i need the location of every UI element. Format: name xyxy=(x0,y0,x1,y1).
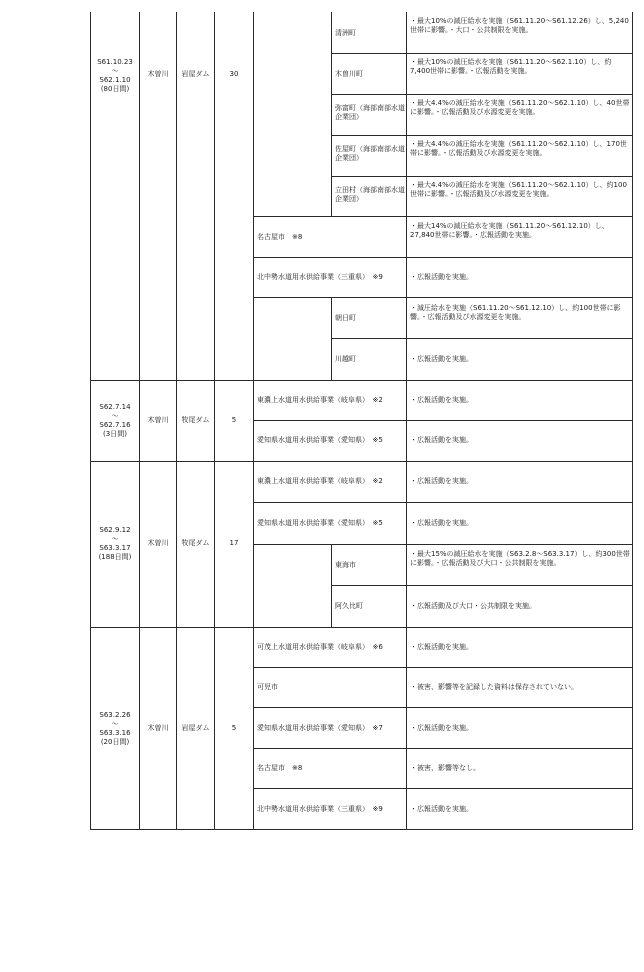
river-name: 木曽川 xyxy=(147,539,169,547)
period-tilde: 〜 xyxy=(111,412,119,420)
sub-user: 阿久比町 xyxy=(335,602,363,610)
impact-text: ・最大14%の減圧給水を実施（S61.11.20〜S61.12.10）し、27,840世帯に影響。・広報活動を実施。 xyxy=(410,222,609,239)
period-start: S61.10.23 xyxy=(97,58,133,66)
impact-text: ・最大15%の減圧給水を実施（S63.2.8〜S63.3.17）し、約300世帯に影響。・広報活動及び大口・公共制限を実施。 xyxy=(410,550,630,567)
period-end: S62.7.16 xyxy=(99,421,131,429)
sub-user: 佐屋町（海部南部水道企業団） xyxy=(335,145,405,162)
period-days: (3日間) xyxy=(103,430,127,438)
water-user: 愛知県水道用水供給事業（愛知県） ※5 xyxy=(257,519,383,527)
river-name: 木曽川 xyxy=(147,724,169,732)
period-days: (188日間) xyxy=(98,553,132,561)
dam-name: 牧尾ダム xyxy=(181,539,210,547)
restriction-rate: 30 xyxy=(229,70,239,78)
impact-text: ・最大4.4%の減圧給水を実施（S61.11.20〜S62.1.10）し、40世帯に影響。・広報活動及び水源変更を実施。 xyxy=(410,99,630,116)
impact-text: ・広報活動及び大口・公共制限を実施。 xyxy=(410,602,536,610)
impact-text: ・広報活動を実施。 xyxy=(410,273,473,281)
impact-text: ・広報活動を実施。 xyxy=(410,477,473,485)
dam-name: 岩屋ダム xyxy=(181,724,210,732)
dam-name: 牧尾ダム xyxy=(181,416,210,424)
water-user: 名古屋市 ※8 xyxy=(257,764,303,772)
restriction-rate: 5 xyxy=(231,416,237,424)
impact-text: ・広報活動を実施。 xyxy=(410,805,473,813)
sub-user: 弥富町（海部南部水道企業団） xyxy=(335,104,405,121)
dam-name: 岩屋ダム xyxy=(181,70,210,78)
impact-text: ・広報活動を実施。 xyxy=(410,519,473,527)
impact-text: ・最大4.4%の減圧給水を実施（S61.11.20〜S62.1.10）し、約100世帯に影響。・広報活動及び水源変更を実施。 xyxy=(410,181,627,198)
restriction-rate: 5 xyxy=(231,724,237,732)
water-user: 可茂上水道用水供給事業（岐阜県） ※6 xyxy=(257,643,383,651)
impact-text: ・広報活動を実施。 xyxy=(410,643,473,651)
sub-user: 木曽川町 xyxy=(335,70,363,78)
impact-text: ・被害、影響等を記録した資料は保存されていない。 xyxy=(410,683,578,691)
period-days: (80日間) xyxy=(100,85,130,93)
restriction-rate: 17 xyxy=(229,539,239,547)
period-tilde: 〜 xyxy=(111,67,119,75)
period-days: (20日間) xyxy=(100,738,130,746)
river-name: 木曽川 xyxy=(147,70,169,78)
period-end: S63.3.16 xyxy=(99,729,131,737)
period-tilde: 〜 xyxy=(111,720,119,728)
period-end: S63.3.17 xyxy=(99,544,131,552)
impact-text: ・広報活動を実施。 xyxy=(410,396,473,404)
sub-user: 川越町 xyxy=(335,355,356,363)
period-end: S62.1.10 xyxy=(99,76,131,84)
period-tilde: 〜 xyxy=(111,535,119,543)
impact-text: ・被害、影響等なし。 xyxy=(410,764,480,772)
period-start: S62.7.14 xyxy=(99,403,131,411)
sub-user: 東海市 xyxy=(335,561,356,569)
water-user: 東濃上水道用水供給事業（岐阜県） ※2 xyxy=(257,396,383,404)
river-name: 木曽川 xyxy=(147,416,169,424)
sub-user: 朝日町 xyxy=(335,314,356,322)
sub-user: 清洲町 xyxy=(335,29,356,37)
impact-text: ・広報活動を実施。 xyxy=(410,436,473,444)
impact-text: ・広報活動を実施。 xyxy=(410,724,473,732)
period-start: S63.2.26 xyxy=(99,711,131,719)
impact-text: ・減圧給水を実施（S61.11.20〜S61.12.10）し、約100世帯に影響。・広報活動及び水源変更を実施。 xyxy=(410,304,621,321)
water-user: 北中勢水道用水供給事業（三重県） ※9 xyxy=(257,805,383,813)
water-user: 可児市 xyxy=(257,683,278,691)
water-user: 東濃上水道用水供給事業（岐阜県） ※2 xyxy=(257,477,383,485)
water-user: 名古屋市 ※8 xyxy=(257,233,303,241)
sub-user: 立田村（海部南部水道企業団） xyxy=(335,186,405,203)
impact-text: ・最大4.4%の減圧給水を実施（S61.11.20〜S62.1.10）し、170世帯に影響。・広報活動及び水源変更を実施。 xyxy=(410,140,627,157)
period-start: S62.9.12 xyxy=(99,526,131,534)
impact-text: ・最大10%の減圧給水を実施（S61.11.20〜S61.12.26）し、5,240世帯に影響。・大口・公共制限を実施。 xyxy=(410,17,629,34)
impact-text: ・広報活動を実施。 xyxy=(410,355,473,363)
water-user: 愛知県水道用水供給事業（愛知県） ※5 xyxy=(257,436,383,444)
impact-text: ・最大10%の減圧給水を実施（S61.11.20〜S62.1.10）し、約7,400世帯に影響。・広報活動を実施。 xyxy=(410,58,612,75)
water-user: 北中勢水道用水供給事業（三重県） ※9 xyxy=(257,273,383,281)
water-user: 愛知県水道用水供給事業（愛知県） ※7 xyxy=(257,724,383,732)
